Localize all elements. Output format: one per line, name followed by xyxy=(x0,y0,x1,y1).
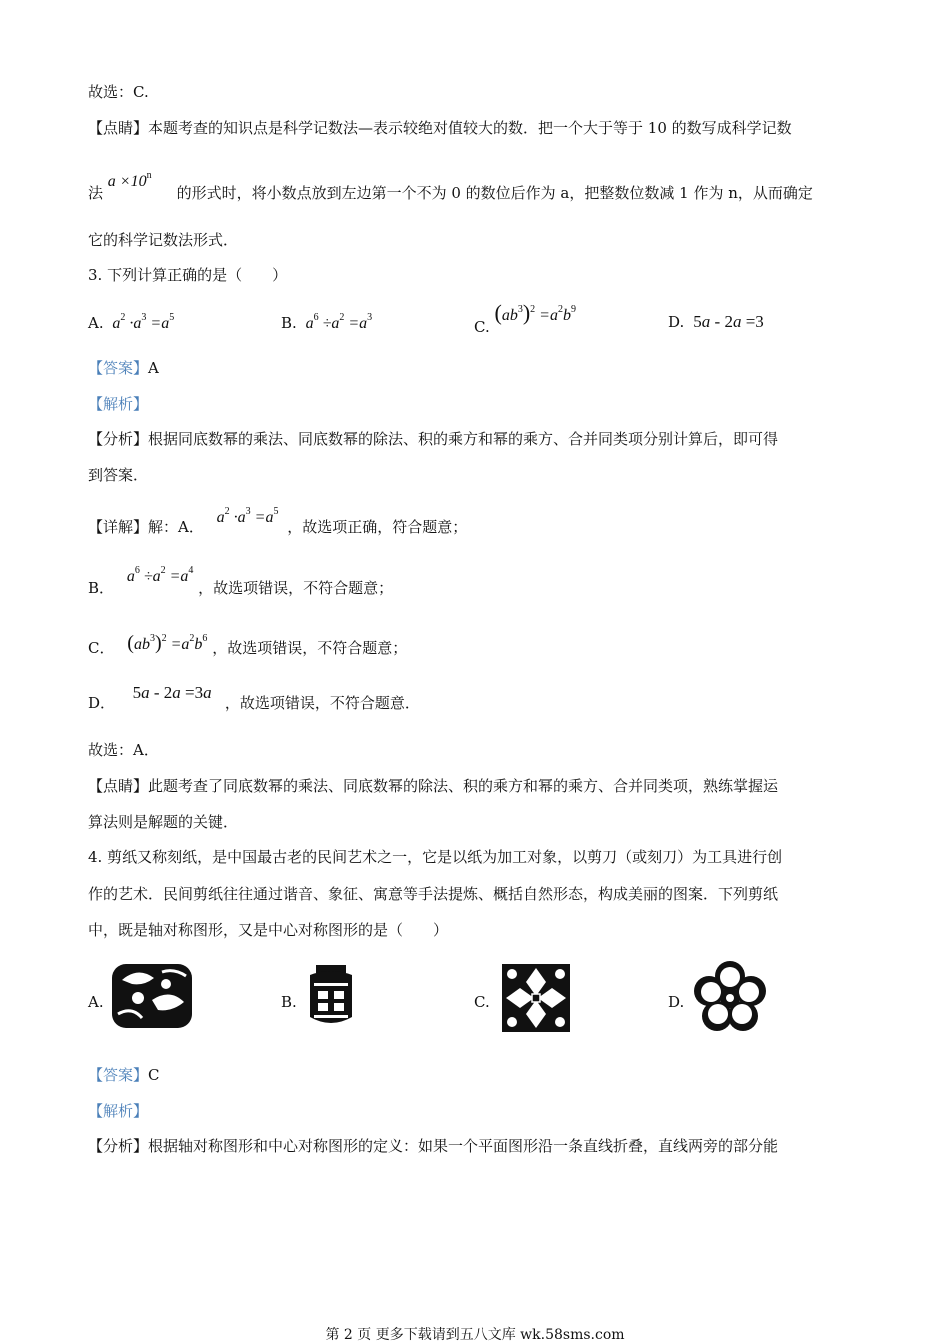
analysis-3-line-1: 【分析】根据同底数幂的乘法、同底数幂的除法、积的乘方和幂的乘方、合并同类项分别计算后，即可得 xyxy=(88,430,779,448)
q3-option-d: D. 5a - 2a =3 xyxy=(668,312,764,331)
comment-1-line-2: 法 $a \times 10^n$ 的形式时，将小数点放到左边第一个不为 0 的数位后作为 a，把整数位数减 1 作为 n，从而确定 xyxy=(88,178,813,204)
comment-1-line-1 xyxy=(88,118,792,138)
comment-tag: 【点睛】 xyxy=(88,119,149,137)
question-4-line-3: 中，既是轴对称图形，又是中心对称图形的是（ ） xyxy=(88,921,449,939)
q4-option-c-label: C. xyxy=(474,993,490,1011)
papercut-flower-icon xyxy=(692,960,768,1036)
comment-text: 本题考查的知识点是科学记数法—表示较绝对值较大的数．把一个大于等于 10 的数写成科学记数 xyxy=(148,119,792,137)
comment-2-line-2: 算法则是解题的关键． xyxy=(88,813,239,831)
analysis-3-heading: 【解析】 xyxy=(88,395,149,413)
answer-4: 【答案】C xyxy=(88,1066,160,1084)
answer-3: 【答案】A xyxy=(88,359,159,377)
papercut-square-pattern-icon xyxy=(496,958,576,1038)
analysis-4-line-1: 【分析】根据轴对称图形和中心对称图形的定义：如果一个平面图形沿一条直线折叠，直线两旁的部分能 xyxy=(88,1137,779,1155)
q4-option-b-label: B. xyxy=(281,993,297,1011)
q4-option-a-label: A. xyxy=(88,993,104,1011)
comment-1-line-3: 它的科学记数法形式． xyxy=(88,231,239,249)
conclusion-c: 故选：C. xyxy=(88,83,149,101)
q3-option-a: A. $a^2 \cdot a^3 =a^5$ xyxy=(88,312,175,332)
question-4-line-2: 作的艺术．民间剪纸往往通过谐音、象征、寓意等手法提炼、概括自然形态，构成美丽的图案．下列剪纸 xyxy=(88,885,779,903)
question-4-line-1: 4. 剪纸又称刻纸，是中国最古老的民间艺术之一，它是以纸为加工对象，以剪刀（或刻刀）为工具进行创 xyxy=(88,848,783,866)
detail-c: C． $(ab^3)^2 =a^2b^6$ ，故选项错误，不符合题意； xyxy=(88,632,408,657)
analysis-4-heading: 【解析】 xyxy=(88,1102,149,1120)
q3-option-c: C. $(ab^3)^2 =a^2b^9$ xyxy=(474,300,576,336)
detail-d: D． 5a - 2a =3a ，故选项错误，不符合题意． xyxy=(88,683,420,712)
question-3: 3. 下列计算正确的是（ ） xyxy=(88,266,288,284)
analysis-3-line-2: 到答案． xyxy=(88,466,149,484)
conclusion-a: 故选：A． xyxy=(88,741,159,759)
comment-2-line-1: 【点睛】此题考查了同底数幂的乘法、同底数幂的除法、积的乘方和幂的乘方、合并同类项，熟练掌握运 xyxy=(88,777,779,795)
papercut-fish-icon xyxy=(108,960,196,1032)
page-footer: 第 2 页 更多下载请到五八文库 wk.58sms.com xyxy=(325,1327,625,1343)
detail-a: 【详解】解：A． $a^2 \cdot a^3 =a^5$ ，故选项正确，符合题意； xyxy=(88,506,468,536)
q3-option-b: B. $a^6 \div a^2 =a^3$ xyxy=(281,312,373,332)
papercut-vase-icon xyxy=(302,963,360,1029)
q4-option-d-label: D. xyxy=(668,993,685,1011)
detail-b: B． $a^6 \div a^2 =a^4$ ，故选项错误，不符合题意； xyxy=(88,565,394,597)
sci-notation-formula: $a \times 10^n$ xyxy=(107,170,152,190)
